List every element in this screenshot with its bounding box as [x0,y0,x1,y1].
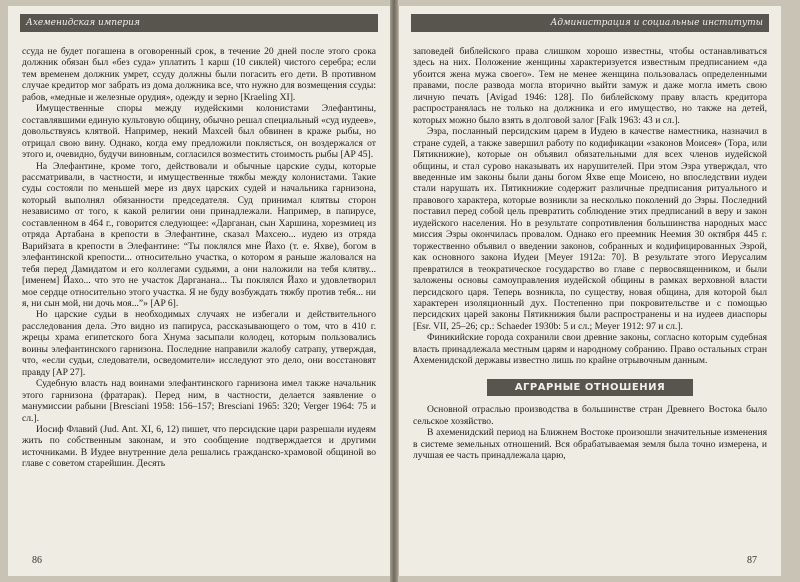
page-number-right: 87 [747,555,757,566]
paragraph: Иосиф Флавий (Jud. Ant. XI, 6, 12) пишет, что персидские цари разрешали иудеям жить по собственным законам, и это сообщение подтверждается и другими источниками. В Иудее внутренние дела решались гражданско-храмовой общиной во главе с советом старейшин. Десять [22,423,376,470]
paragraph: ссуда не будет погашена в оговоренный срок, в течение 20 дней после этого срока должник обязан был «без суда» уплатить 1 карш (10 сиклей) чистого серебра; если тем временем должник умрет, ссуду должны были погасить его дети. В противном случае кредитор мог забрать из дома должника все, что нужно для возмещения ссуды: рабов, «медные и железные орудия», одежду и зерно [Kraeling XI]. [22,46,376,103]
section-title: АГРАРНЫЕ ОТНОШЕНИЯ [487,379,693,396]
paragraph: Эзра, посланный персидским царем в Иудею в качестве наместника, назначил в стране судей, а также завершил работу по кодификации «законов Моисея» (Тора, или Пятикнижие), которые он объявил обязательными для всех членов иудейской общины, и стал сурово наказывать их нарушителей. При этом Эзра утверждал, что введенные им законы были даны богом Яхве еще Моисею, но впоследствии иудеи стали нарушать их. Пятикнижие содержит различные предписания ритуального и правового характера, которые возникли за несколько поколений до Эзры. Последний поставил перед собой цель превратить соблюдение этих предписаний в веру и закон иудейского населения. Но в результате сопротивления большинства народных масс миссия Эзры окончилась провалом. Однако его преемник Неемия 30 октября 445 г. торжественно объявил о введении законов, собранных и кодифицированных Эзрой, как основного закона Иудеи [Meyer 1912a: 70]. В результате этого Иерусалим превратился в теократическое государство во главе с первосвященником, и были заложены основы самоуправления иудейской общины в рамках верховной власти персидского царя. Теперь возникла, по существу, новая община, для которой был характерен изоляционный дух. Постепенно при покровительстве и с помощью персидских царей законы Пятикнижия были распространены и на иудеев диаспоры [Esr. VII, 25–26; ср.: Schaeder 1930b: 5 и сл.; Meyer 1912: 97 и сл.]. [413,126,767,332]
paragraph: Имущественные споры между иудейскими колонистами Элефантины, составлявшими единую культовую общину, обычно решал специальный «суд иудеев», довольствуясь клятвой. Например, некий Махсей был обвинен в краже рыбы, но отрицал свою вину. Однако, когда ему предложили поклясться, он воздержался от этого и, очевидно, будучи виновным, согласился возместить стоимость рыбы [AP 45]. [22,103,376,161]
right-page [398,6,781,576]
paragraph: На Элефантине, кроме того, действовали и обычные царские суды, которые рассматривали, в частности, и имущественные тяжбы между колонистами. Такие суды состояли по меньшей мере из двух царских судей и начальника гарнизона, который выполнял обязанности председателя. Суд принимал клятвы сторон независимо от того, к какой религии они принадлежали. Например, в папирусе, составленном в 464 г., говорится следующее: «Дарганан, сын Харшина, хорезмиец из отряда Артабана в крепости в Элефантине, сказал Махсею... иудею из отряда Варийзата в крепости в Элефантине: “Ты поклялся мне Йахо (т. е. Яхве), богом в элефантинской крепости... относительно участка, о котором я раньше жаловался на тебя перед Дамидатом и его коллегами судьями, а они наложили на тебя клятву... [именем] Йахо... что это не участок Дарганана... Ты поклялся Йахо и удовлетворил мое сердце относительно этого участка. Я не буду возбуждать тяжбу против тебя... ни я, ни сын мой, ни дочь моя...”» [AP 6]. [22,160,376,309]
paragraph: Финикийские города сохранили свои древние законы, согласно которым судебная власть принадлежала местным царям и народному собранию. Право остальных стран Ахеменидской державы известно лишь по крайне отрывочным данным. [413,332,767,367]
page-number-left: 86 [32,555,42,566]
paragraph: В ахеменидский период на Ближнем Востоке произошли значительные изменения в системе земельных отношений. Вся обрабатываемая земля была точно измерена, и лучшая ее часть принадлежала царю, [413,427,767,461]
paragraph: заповедей библейского права слишком хорошо известны, чтобы останавливаться здесь на них. Положение женщины характеризуется известным предписанием «да убоится жена мужа своего». Тем не менее женщина пользовалась определенными правами, после развода могла вторично выйти замуж и даже могла иметь свою личную печать [Avigad 1946: 128]. По библейскому праву власть кредитора распространялась не только на должника и его имущество, но также на детей, которых можно было взять в долговой залог [Falk 1963: 43 и сл.]. [413,46,767,126]
paragraph: Судебную власть над воинами элефантинского гарнизона имел также начальник этого гарнизона (фратарак). Перед ним, в частности, делается заявление о манумиссии рабыни [Bresciani 1958: 156–157; Bresciani 1965: 320; Verger 1964: 75 и сл.]. [22,378,376,424]
left-page [8,6,391,576]
running-header-right: Администрация и социальные институты [411,14,769,32]
section-heading [413,379,767,396]
running-header-left: Ахеменидская империя [20,14,378,32]
paragraph: Но царские судьи в необходимых случаях не избегали и действительного расследования дела. Это видно из папируса, рассказывающего о том, что в 410 г. жрецы храма египетского бога Хнума засыпали колодец, которым пользовались воины элефантинского гарнизона. Последние направили жалобу сатрапу, утверждая, что, «если судьи, следователи, осведомители» исследуют это дело, они восстановят правду [AP 27]. [22,309,376,378]
left-page-text [22,46,376,470]
book-gutter [390,0,398,582]
paragraph: Основной отраслью производства в большинстве стран Древнего Востока было сельское хозяйство. [413,404,767,427]
right-page-text [413,46,767,461]
